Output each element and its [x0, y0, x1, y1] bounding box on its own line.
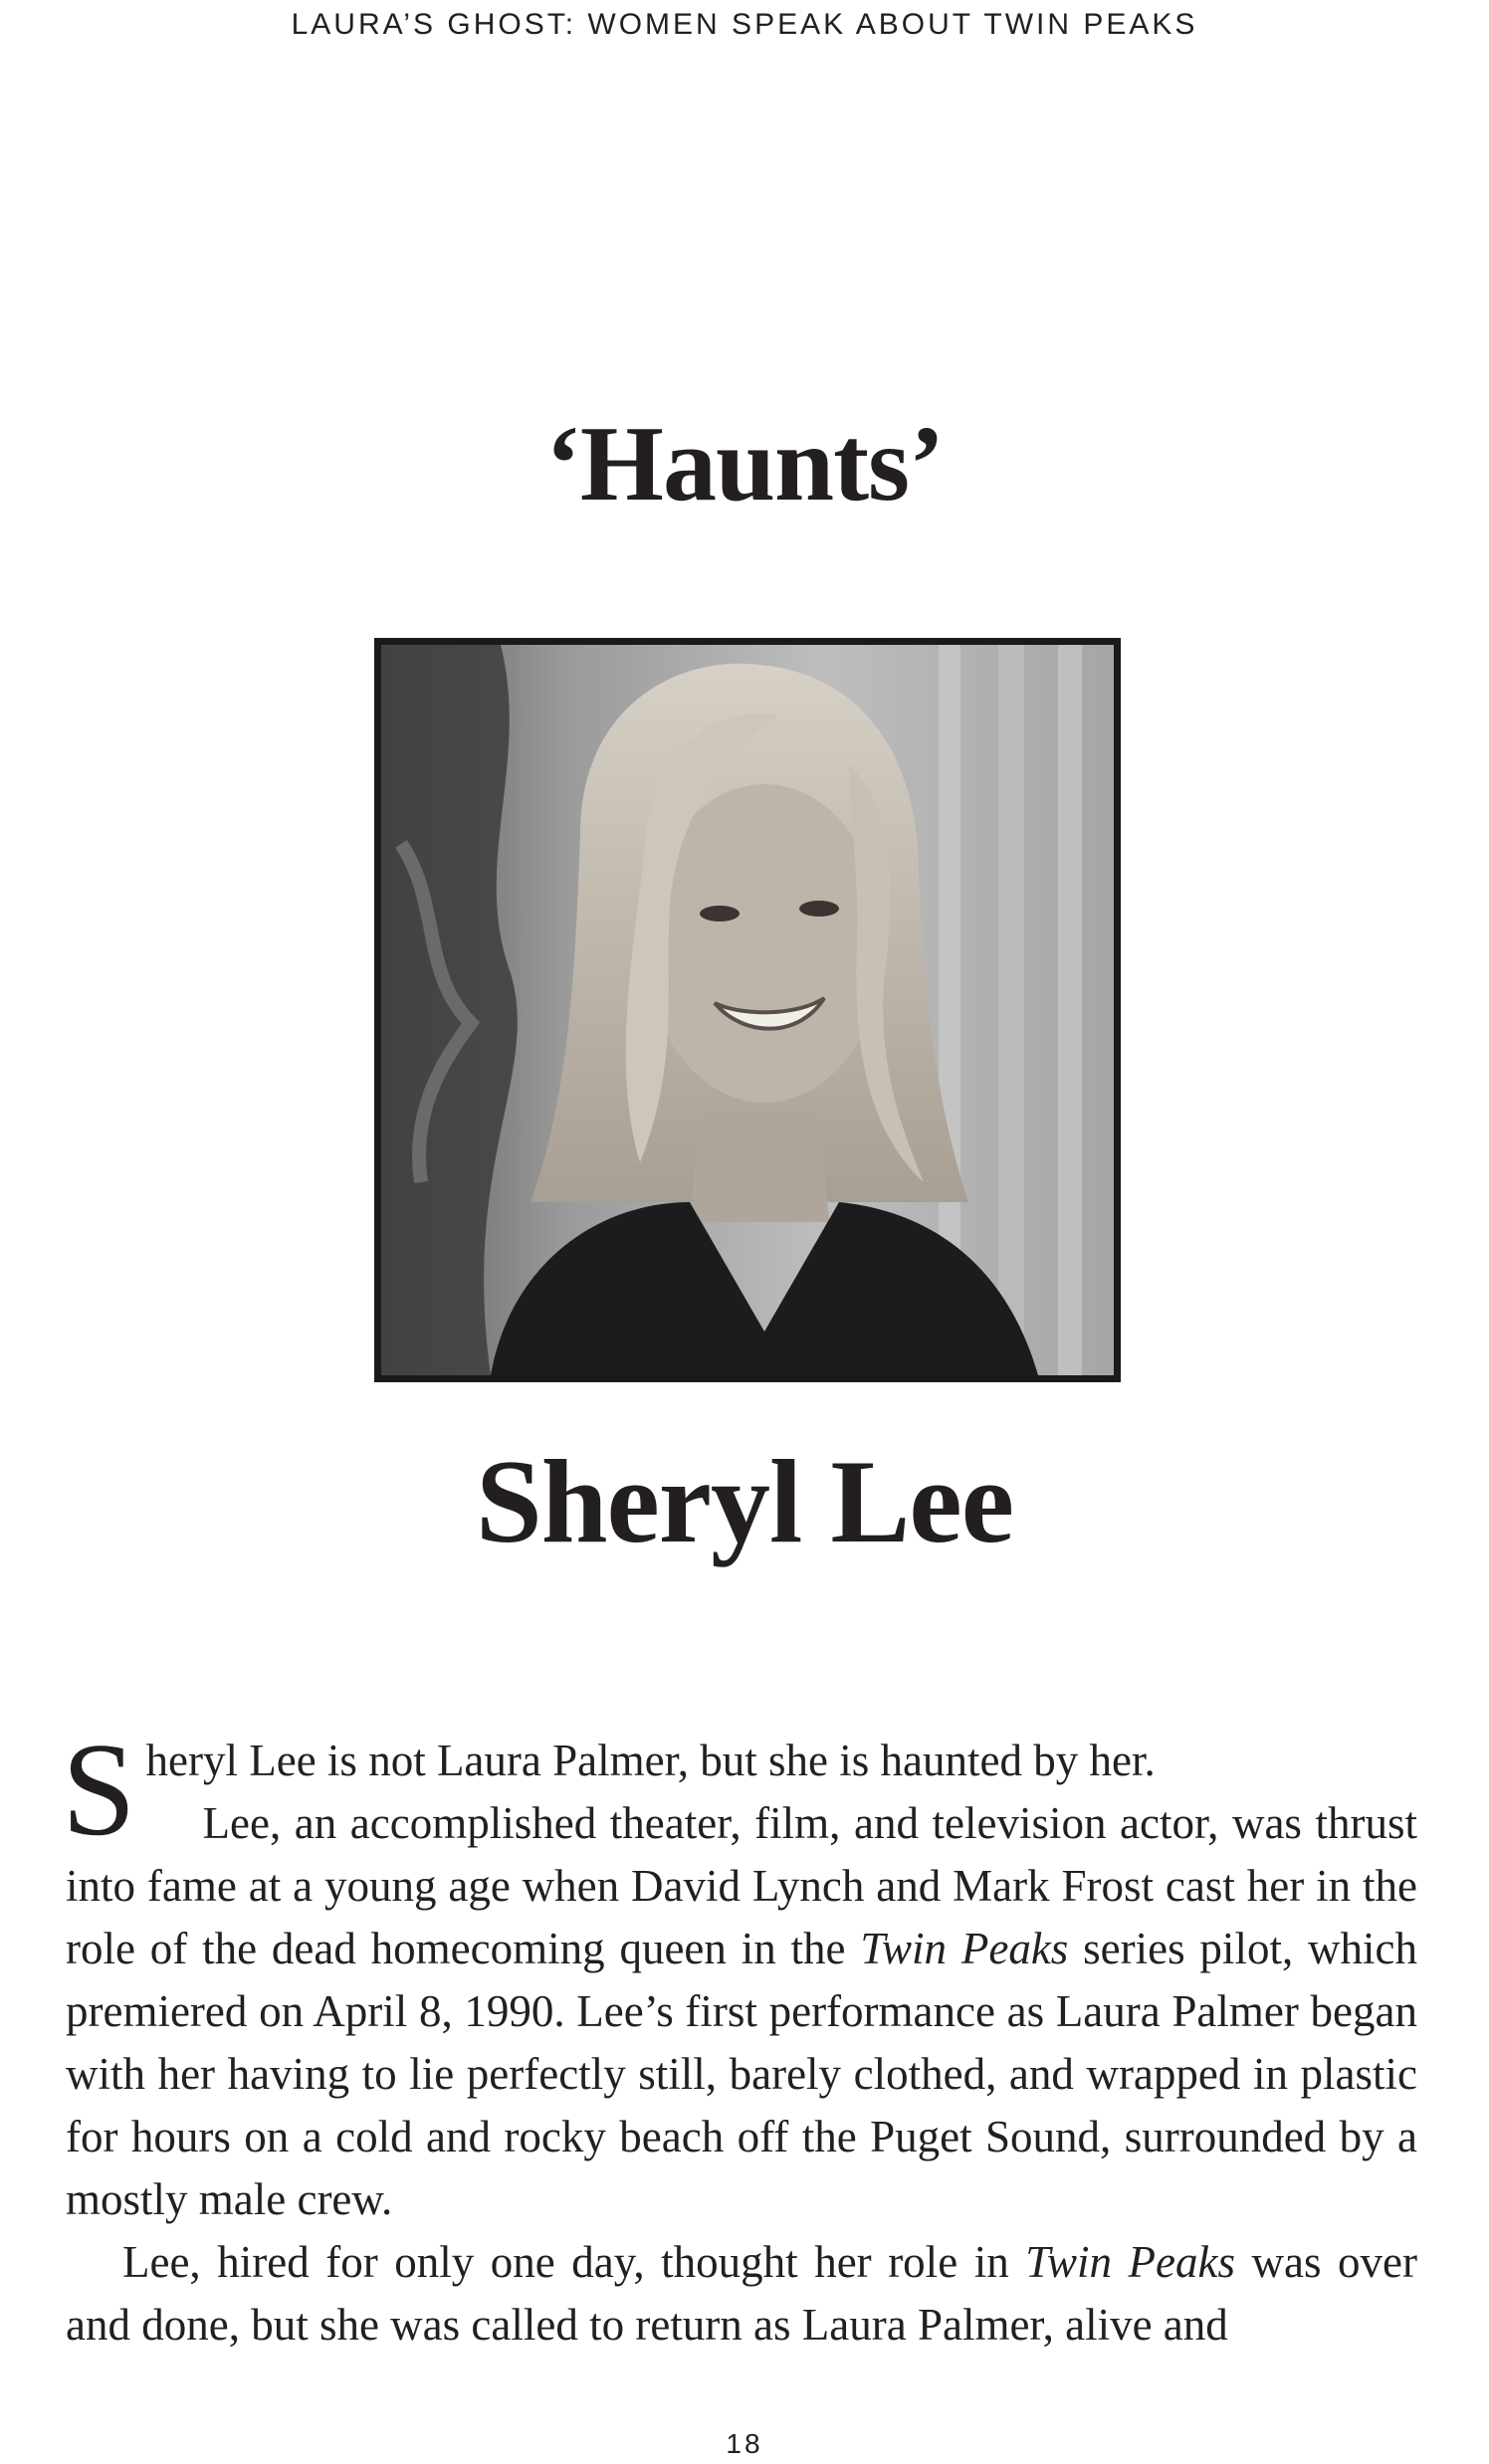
paragraph-1 — [62, 1716, 1417, 1863]
paragraph-2-text-b: series pilot, which premiered on April 8, 1990. Lee’s first performance as Laura Palmer began with her having to lie perfectly still, barely clothed, and wrapped in plastic for hours on a cold and rocky beach off the Puget Sound, surrounded by a mostly male crew. — [66, 1924, 1417, 2224]
paragraph-2 — [66, 1792, 1417, 2231]
paragraph-3-italic: Twin Peaks — [1025, 2237, 1235, 2287]
portrait-illustration — [381, 645, 1114, 1375]
paragraph-1-text: heryl Lee is not Laura Palmer, but she is haunted by her. — [145, 1736, 1156, 1785]
paragraph-3-text-a: Lee, hired for only one day, thought her role in — [122, 2237, 1026, 2287]
person-name: Sheryl Lee — [476, 1435, 1013, 1567]
running-head: LAURA’S GHOST: WOMEN SPEAK ABOUT TWIN PEAKS — [291, 8, 1198, 41]
paragraph-2-italic: Twin Peaks — [860, 1924, 1069, 1973]
chapter-title: ‘Haunts’ — [544, 405, 945, 523]
page-number: 18 — [726, 2428, 763, 2459]
drop-cap: S — [62, 1716, 136, 1863]
portrait-photo — [374, 638, 1121, 1382]
paragraph-3-text-b: was over and done, but she was called to return as Laura Palmer, alive and — [66, 2237, 1417, 2350]
paragraph-3 — [66, 2231, 1417, 2357]
body-text — [62, 1716, 1417, 2357]
paragraph-2-text-a: Lee, an accomplished theater, film, and television actor, was thrust into fame at a young age when David Lynch and Mark Frost cast her in the role of the dead homecoming queen in the — [66, 1798, 1417, 1973]
